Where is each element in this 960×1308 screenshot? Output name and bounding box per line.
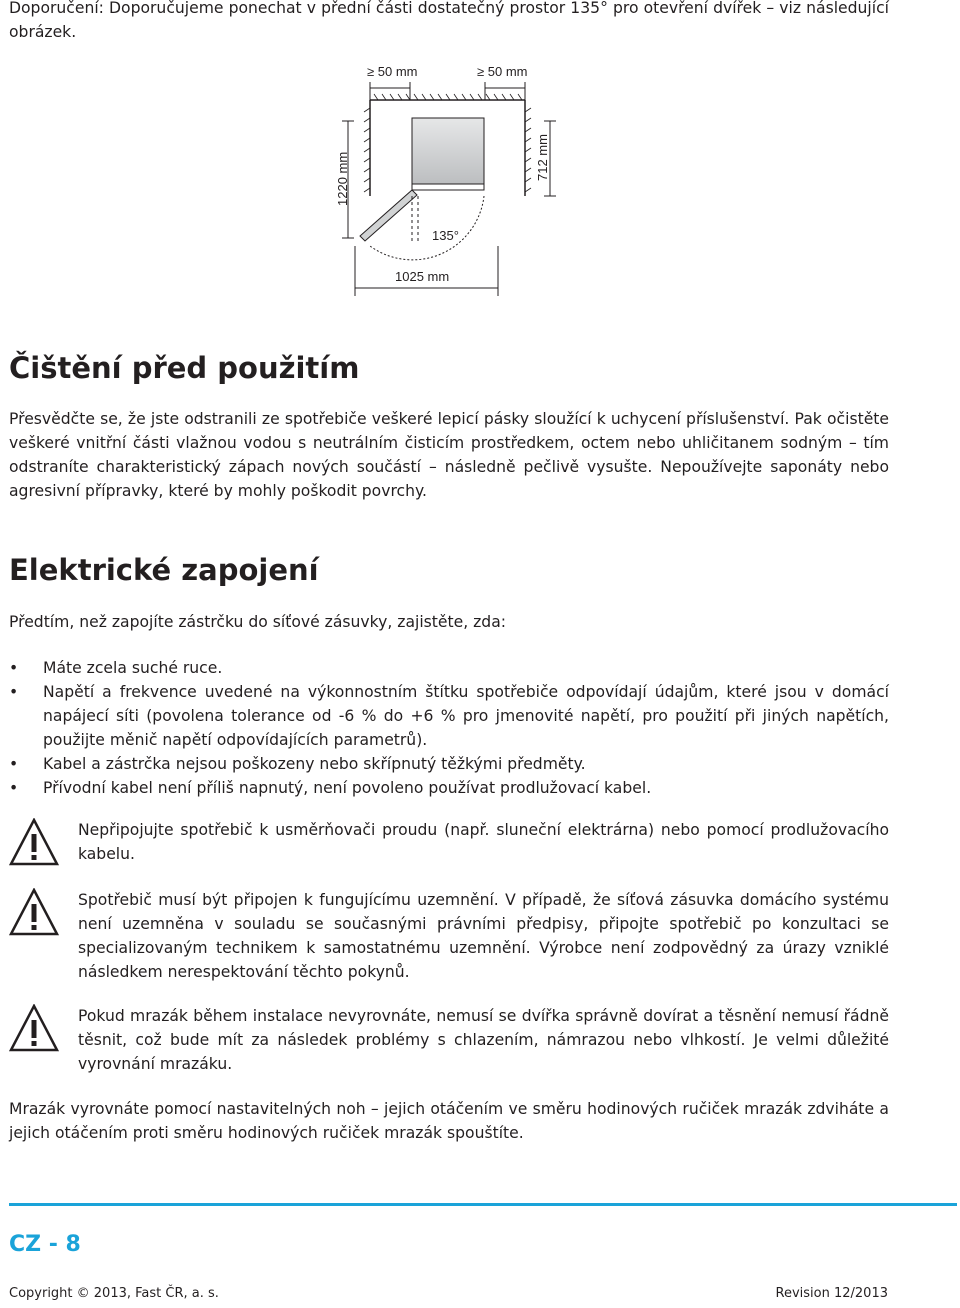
list-item-text: Máte zcela suché ruce. bbox=[43, 659, 223, 677]
cleaning-paragraph: Přesvědčte se, že jste odstranili ze spotřebiče veškeré lepicí pásky sloužící k uchycení příslušenství. Pak očistěte veškeré vnitřní části vlažnou vodou s neutrálním čisticím prostředkem, octem nebo uhličitanem sodným – tím odstraníte charakteristický zápach nových součástí – následně pečlivě vysušte. Nepoužívejte saponáty nebo agresivní přípravky, které by mohly poškodit povrchy. bbox=[9, 410, 889, 500]
footer-divider bbox=[9, 1203, 957, 1206]
height-label: 1220 mm bbox=[335, 151, 350, 206]
list-item-text: Přívodní kabel není příliš napnutý, není povoleno používat prodlužovací kabel. bbox=[43, 779, 652, 797]
electric-checklist bbox=[9, 656, 889, 800]
list-item bbox=[9, 752, 889, 776]
depth-label: 712 mm bbox=[535, 134, 550, 181]
clearance-diagram bbox=[320, 56, 560, 296]
list-item-text: Kabel a zástrčka nejsou poškozeny nebo skřípnutý těžkými předměty. bbox=[43, 755, 586, 773]
leveling-paragraph: Mrazák vyrovnáte pomocí nastavitelných noh – jejich otáčením ve směru hodinových ručiček mrazák zdviháte a jejich otáčením proti směru hodinových ručiček mrazák spouštíte. bbox=[9, 1100, 889, 1142]
bullet-icon: • bbox=[9, 755, 19, 773]
list-item bbox=[9, 680, 889, 752]
intro-paragraph: Doporučení: Doporučujeme ponechat v přední části dostatečný prostor 135° pro otevření dvířek – viz následující obrázek. bbox=[9, 0, 889, 41]
bullet-icon: • bbox=[9, 683, 19, 701]
copyright-text: Copyright © 2013, Fast ČR, a. s. bbox=[9, 1286, 219, 1301]
warning-text: Pokud mrazák během instalace nevyrovnáte, nemusí se dvířka správně dovírat a těsnění nemusí řádně těsnit, což bude mít za následek problémy s chlazením, námrazou nebo vlhkostí. Je velmi důležité vyrovnání mrazáku. bbox=[78, 1007, 889, 1073]
warning-text: Nepřipojujte spotřebič k usměrňovači proudu (např. sluneční elektrárna) nebo pomocí prodlužovacího kabelu. bbox=[78, 821, 889, 863]
revision-text: Revision 12/2013 bbox=[775, 1286, 888, 1301]
page-number: CZ - 8 bbox=[9, 1232, 81, 1257]
bullet-icon: • bbox=[9, 659, 19, 677]
list-item bbox=[9, 656, 889, 680]
warning-text: Spotřebič musí být připojen k fungujícímu uzemnění. V případě, že síťová zásuvka domácího systému není uzemněna v souladu se současnými právními předpisy, připojte spotřebič po konzultaci se specializovaným technikem k samostatnému uzemnění. Výrobce není zodpovědný za úrazy vzniklé následkem nerespektování těchto pokynů. bbox=[78, 891, 889, 981]
bullet-icon: • bbox=[9, 779, 19, 797]
warning-triangle-icon bbox=[9, 1004, 59, 1054]
width-label: 1025 mm bbox=[395, 269, 450, 284]
warning-block bbox=[9, 818, 889, 898]
cleaning-heading: Čištění před použitím bbox=[9, 351, 360, 385]
warning-block bbox=[9, 1004, 889, 1084]
gap-left-label: ≥ 50 mm bbox=[367, 64, 418, 79]
gap-right-label: ≥ 50 mm bbox=[477, 64, 528, 79]
electric-intro: Předtím, než zapojíte zástrčku do síťové zásuvky, zajistěte, zda: bbox=[9, 613, 507, 631]
angle-label: 135° bbox=[432, 228, 459, 243]
list-item bbox=[9, 776, 889, 800]
electric-heading: Elektrické zapojení bbox=[9, 553, 319, 587]
warning-triangle-icon bbox=[9, 888, 59, 938]
list-item-text: Napětí a frekvence uvedené na výkonnostním štítku spotřebiče odpovídají údajům, které jsou v domácí napájecí síti (povolena tolerance od -6 % do +6 % pro jmenovité napětí, pro použití při jiných napětích, použijte měnič napětí odpovídajících parametrů). bbox=[43, 683, 889, 749]
warning-block bbox=[9, 888, 889, 981]
warning-triangle-icon bbox=[9, 818, 59, 868]
